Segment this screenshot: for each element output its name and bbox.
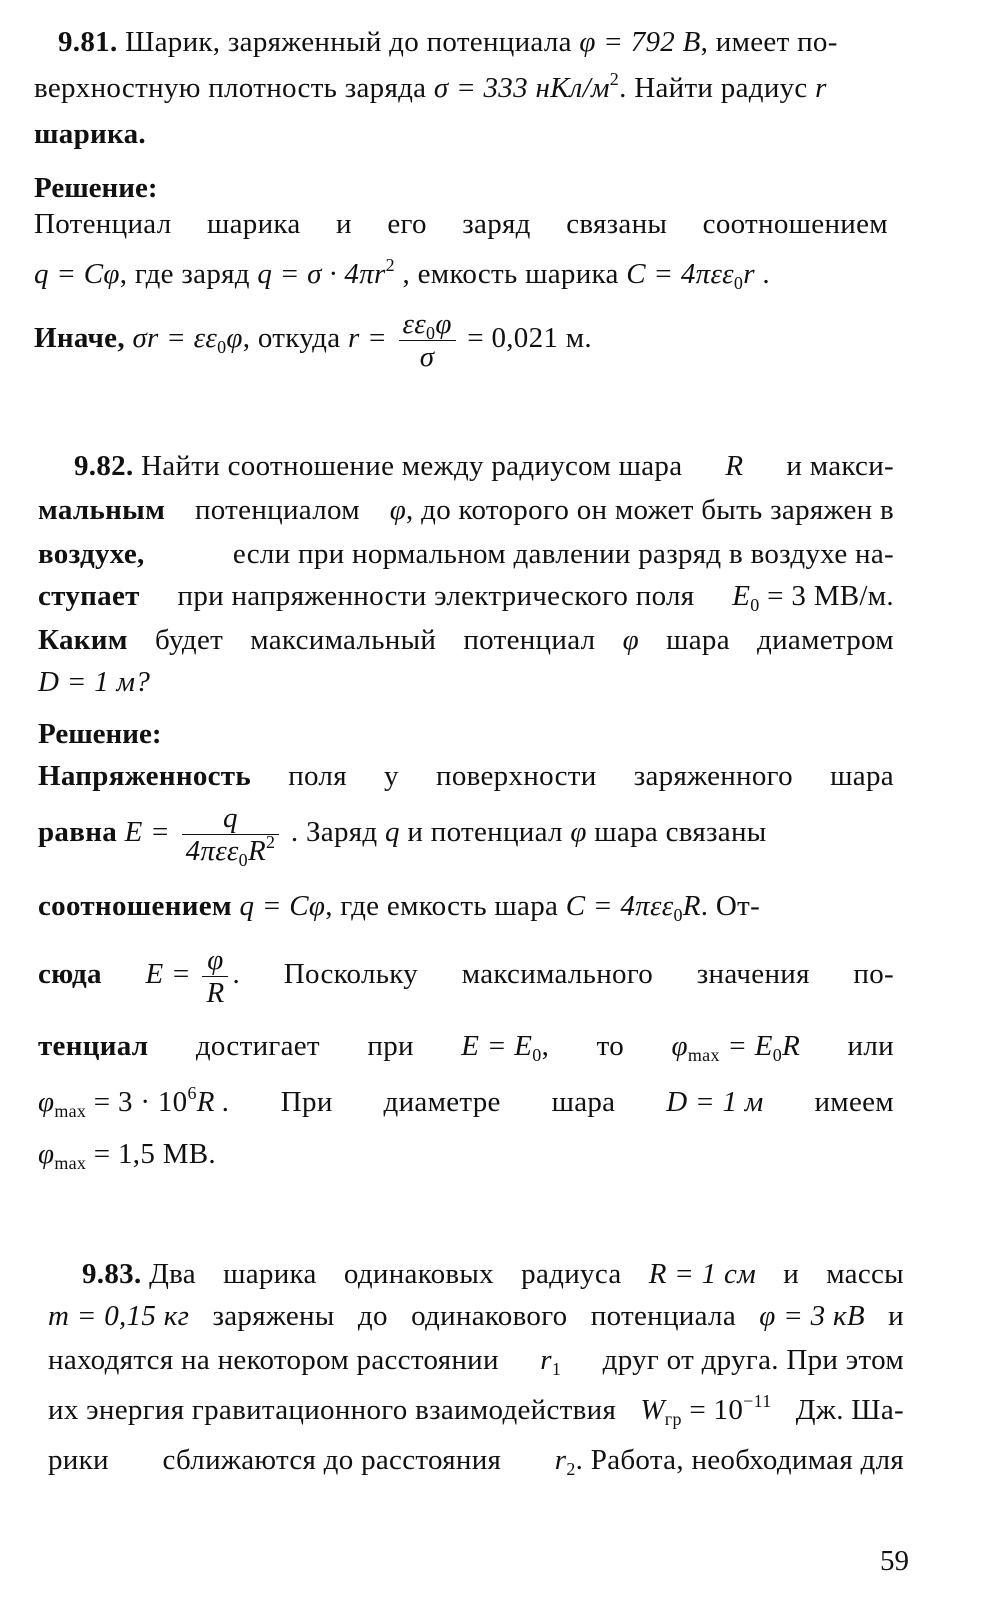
p83-line3: находятся на некотором расстоянии $r_1$ друг от друга. При этом [48, 1344, 904, 1379]
p83-line1: 9.83. Два шарика одинаковых радиуса R = 1 см и массы [82, 1258, 904, 1290]
p83-line5: рики сближаются до расстояния $r_2$. Работа, необходимая для [48, 1444, 904, 1479]
p81-line1: 9.81. Шарик, заряженный до потенциала φ = 792 В, имеет по- [58, 26, 838, 58]
p82-sol-line6: $\varphi_{max} = 3 \cdot 10^6R$ . При диаметре шара D = 1 м имеем [38, 1083, 894, 1121]
p81-radius-fraction: $\frac{\varepsilon\varepsilon_0\varphi}{\sigma}$ [399, 308, 456, 373]
p82-line2: мальным потенциалом φ, до которого он может быть заряжен в [38, 494, 894, 526]
p82-sol-line4: сюда E = $\frac{\varphi}{R}$ . Поскольку максимального значения по- [38, 944, 894, 1009]
p83-number: 9.83. [82, 1258, 142, 1290]
p83-line4: их энергия гравитационного взаимодействия $W_{гр} = 10^{-11}$ Дж. Ша- [48, 1391, 904, 1429]
p82-sol-line2: равна E = $\frac{q}{4\pi\varepsilon\varepsilon_0R^2}$ . Заряд q и потенциал φ шара связаны [38, 802, 767, 870]
p82-sol-line7: $\varphi_{max} = 1,5$ МВ. [38, 1138, 216, 1173]
p81-sol-line2: q = Cφ, где заряд $q = \sigma \cdot 4\pi r^2$ , емкость шарика C = 4πεε$_0$r . [34, 255, 770, 293]
p81-line2: верхностную плотность заряда σ = 333 нКл/$м^2$. Найти радиус r [34, 69, 827, 104]
p81-sol-line1: Потенциал шарика и его заряд связаны соотношением [34, 208, 888, 240]
p82-line4: ступает при напряженности электрического поля $E_0 = 3$ МВ/м. [38, 580, 894, 615]
p82-phi-over-R-fraction: $\frac{\varphi}{R}$ [202, 944, 228, 1009]
p82-line1: 9.82. Найти соотношение между радиусом шара R и макси- [74, 450, 894, 482]
p82-sol-line1: Напряженность поля у поверхности заряженного шара [38, 760, 894, 792]
p82-field-fraction: $\frac{q}{4\pi\varepsilon\varepsilon_0R^2}$ [182, 802, 280, 867]
p82-line5: Каким будет максимальный потенциал φ шара диаметром [38, 624, 894, 656]
p82-number: 9.82. [74, 450, 134, 482]
p81-number: 9.81. [58, 26, 118, 58]
p82-line6: D = 1 м? [38, 666, 151, 698]
p82-solution-heading: Решение: [38, 718, 162, 750]
p82-sol-line5: тенциал достигает при $E = E_0$, то $\varphi_{max} = E_0R$ или [38, 1030, 894, 1065]
p82-sol-line3: соотношением q = Cφ, где емкость шара C = 4πεε$_0$R. От- [38, 890, 761, 925]
page-number: 59 [880, 1545, 909, 1577]
p81-sol-line3: Иначе, $\sigma r = \varepsilon\varepsilon_0\varphi$, откуда r = $\frac{\varepsilon\varepsilon_0\varphi}{\sigma}$ = 0,021 м. [34, 308, 592, 373]
p81-solution-heading: Решение: [34, 172, 158, 204]
p81-line3: шарика. [34, 118, 146, 150]
p83-line2: m = 0,15 кг заряжены до одинакового потенциала φ = 3 кВ и [48, 1300, 904, 1332]
p82-line3: воздухе, если при нормальном давлении разряд в воздухе на- [38, 538, 894, 570]
